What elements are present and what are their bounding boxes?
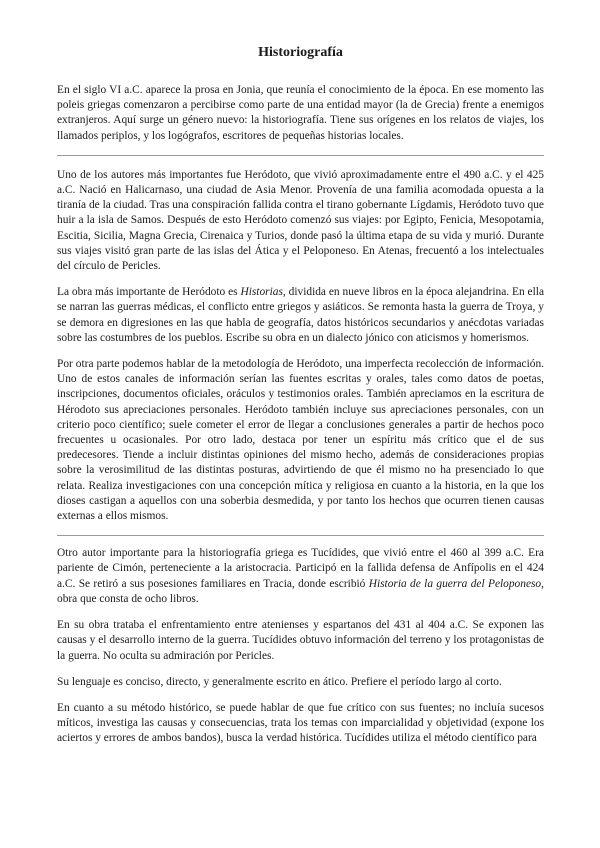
section-divider — [57, 155, 544, 156]
tucidides-paragraph-3: Su lenguaje es conciso, directo, y generalmente escrito en ático. Prefiere el período largo al corto. — [57, 675, 502, 688]
herodoto-paragraph-1: Uno de los autores más importantes fue Heródoto, que vivió aproximadamente entre el 490 a.C. y el 425 a.C. Nació en Halicarnaso, una ciudad de Asia Menor. Provenía de una familia acomodada opuesta a la tiranía de la ciudad. Tras una conspiración fallida contra el tirano gobernante Lígdamis, Heródoto tuvo que huir a la isla de Samos. Después de esto Heródoto comenzó sus viajes: por Egipto, Fenicia, Mesopotamia, Escitia, Sicilia, Magna Grecia, Cirenaica y Turios, donde pasó la última etapa de su vida y murió. Durante sus viajes visitó gran parte de las islas del Ática y el Peloponeso. En Atenas, frecuentó a los intelectuales del círculo de Pericles. — [57, 168, 544, 273]
herodoto-p2-text-before: La obra más importante de Heródoto es — [57, 286, 241, 299]
tucidides-paragraph-2: En su obra trataba el enfrentamiento entre atenienses y espartanos del 431 al 404 a.C. Se exponen las causas y el desarrollo interno de la guerra. Tucídides obtuvo información del terreno y los protagonistas de la guerra. No oculta su admiración por Pericles. — [57, 619, 544, 662]
intro-paragraph: En el siglo VI a.C. aparece la prosa en Jonia, que reunía el conocimiento de la época. En ese momento las poleis griegas comenzaron a percibirse como parte de una entidad mayor (la de Grecia) frente a enemigos extranjeros. Aquí surge un género nuevo: la historiografía. Tiene sus orígenes en los relatos de viajes, los llamados periplos, y los logógrafos, escritores de pequeñas historias locales. — [57, 84, 544, 142]
tucidides-p1-text-after: , obra que consta de ocho libros. — [57, 577, 544, 605]
tucidides-p1-text-before: Otro autor importante para la historiografía griega es Tucídides, que vivió entre el 460 al 399 a.C. Era pariente de Cimón, perteneciente a la aristocracia. Participó en la fallida defensa de Anfípolis en el 424 a.C. Se retiró a sus posesiones familiares en Tracia, donde escribió — [57, 547, 544, 590]
tucidides-paragraph-1 — [57, 546, 544, 607]
herodoto-p2-text-after: , dividida en nueve libros en la época alejandrina. En ella se narran las guerras médicas, el conflicto entre griegos y asiáticos. Se remonta hasta la guerra de Troya, y se demora en digresiones en las que habla de geografía, datos históricos secundarios y anécdotas variadas sobre las costumbres de los pueblos. Escribe su obra en un dialecto jónico con aticismos y homerismos. — [57, 286, 545, 344]
section-divider — [57, 535, 544, 536]
tucidides-work-title: Historia de la guerra del Peloponeso — [368, 577, 542, 590]
herodoto-paragraph-3: Por otra parte podemos hablar de la metodología de Heródoto, una imperfecta recolección de información. Uno de estos canales de información serían las fuentes escritas y orales, tales como datos de poetas, inscripciones, documentos oficiales, oráculos y testimonios orales. También apreciamos en la escritura de Hérodoto sus apreciaciones personales. Heródoto también incluye sus apreciaciones personales, con un criterio poco científico; suele cometer el error de llegar a conclusiones generales a partir de hechos poco frecuentes u ocasionales. Por otro lado, destaca por tener un espíritu más crítico que el de sus predecesores. Tiende a incluir distintas opiniones del mismo hecho, además de consideraciones propias sobre la verosimilitud de las distintas posturas, advirtiendo de que él mismo no ha presenciado lo que relata. Realiza investigaciones con una concepción mítica y religiosa en cuanto a la historia, en la que los dioses castigan a aquellos con una soberbia desmedida, y por tanto los hechos que ocurren tienen causas externas a ellos mismos. — [57, 358, 544, 523]
herodoto-work-title: Historias — [240, 286, 283, 299]
herodoto-paragraph-2 — [57, 285, 544, 346]
page-title: Historiografía — [258, 45, 343, 60]
tucidides-paragraph-4: En cuanto a su método histórico, se puede hablar de que fue crítico con sus fuentes; no incluía sucesos míticos, investiga las causas y consecuencias, trata los temas con imparcialidad y objetividad (expone los aciertos y errores de ambos bandos), busca la verdad histórica. Tucídides utiliza el método científico para — [57, 701, 544, 745]
